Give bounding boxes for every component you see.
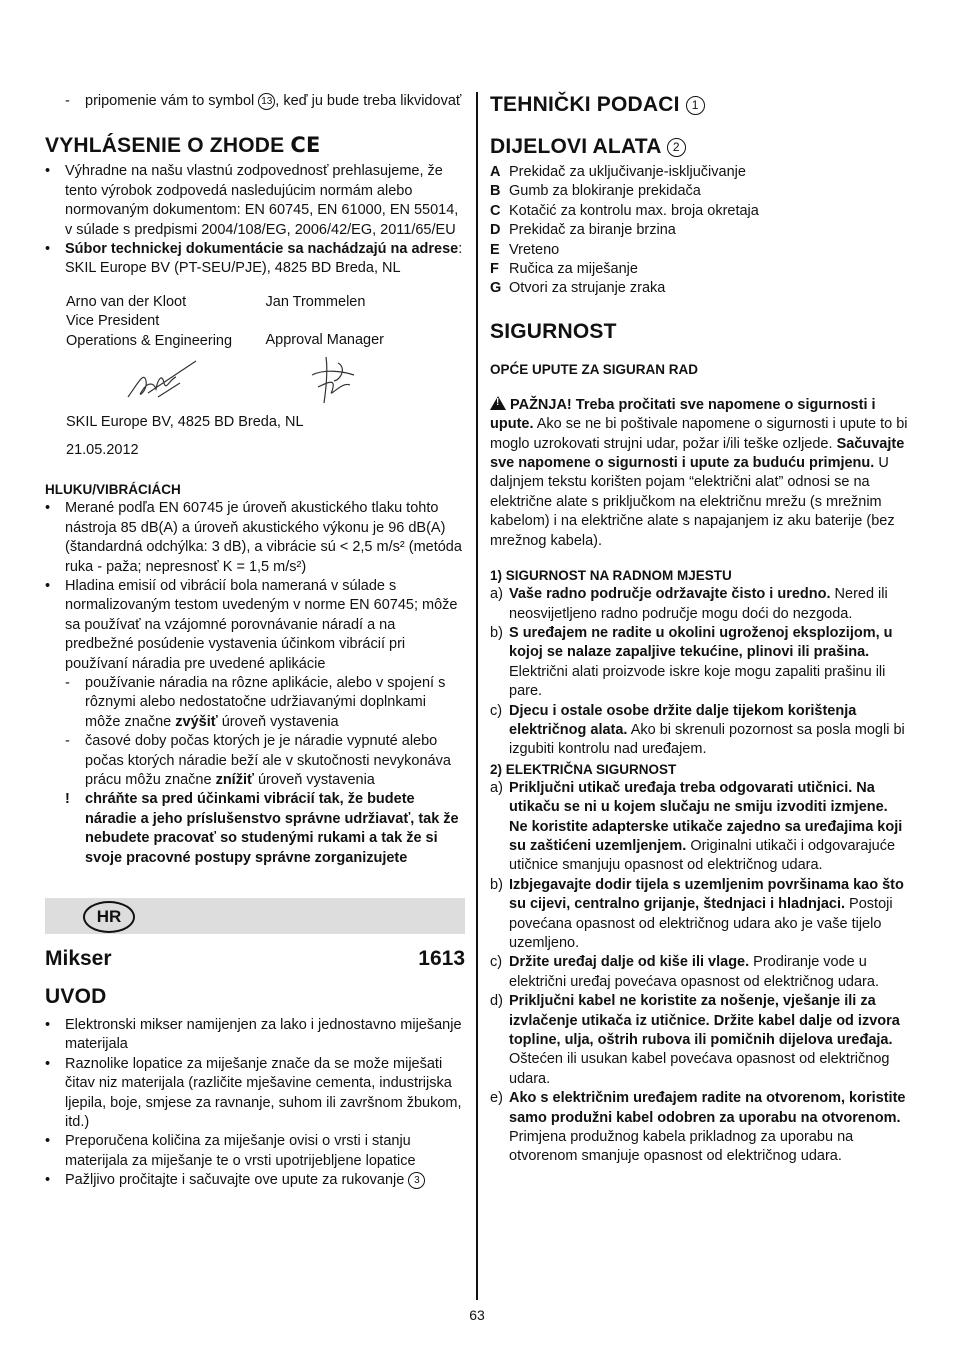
safety-item	[490, 702, 910, 760]
part-label: Gumb za blokiranje prekidača	[509, 183, 701, 200]
item-text	[509, 702, 910, 760]
right-column	[490, 92, 910, 1167]
language-bar	[45, 898, 465, 934]
item-key: c)	[490, 954, 503, 971]
ref-number: 2	[667, 138, 686, 157]
item-bold-text: Ako s električnim uređajem radite na otvorenom, koristite samo produžni kabel odobren za uporabu na otvorenom.	[509, 1090, 906, 1126]
intro-heading: UVOD	[45, 985, 107, 1008]
dash-item: - časové doby počas ktorých je je náradie vypnuté alebo počas ktorých náradie beží ale v skutočnosti nevykonáva prácu môžu značne znížiť úroveň vystavenia	[65, 733, 451, 788]
item-bold-text: Držite uređaj dalje od kiše ili vlage.	[509, 954, 750, 971]
item-key: b)	[490, 624, 503, 641]
signatures	[45, 293, 465, 416]
signature-image	[302, 351, 372, 409]
part-key: D	[490, 222, 501, 239]
part-key: F	[490, 261, 499, 278]
safety-item	[490, 624, 910, 702]
warning-paragraph: !PAŽNJA! Treba pročitati sve napomene o sigurnosti i upute. Ako se ne bi poštivale napomene o sigurnosti i upute to bi moglo uzrokovati strujni udar, požar i/ili teške ozljede. Sačuvajte sve napomene o sigurnosti i upute za buduću primjenu. U daljnjem tekstu korišten pojam “električni alat” odnosi se na električne alate s priključkom na električnu mrežu (s mrežnim kabelom) i na električne alate s napajanjem iz aku baterije (bez mrežnog kabela).	[490, 396, 910, 551]
part-label: Ručica za miješanje	[509, 261, 638, 278]
company-line: SKIL Europe BV, 4825 BD Breda, NL	[66, 414, 304, 431]
list-item: • Súbor technickej dokumentácie sa nachádzajú na adrese: SKIL Europe BV (PT-SEU/PJE), 4825 BD Breda, NL	[45, 241, 463, 277]
list-item: • Raznolike lopatice za miješanje znače da se može miješati čitav niz materijala (različite mješavine cementa, industrijska ljepila, boje, smjese za ravnanje, suhom ili završnom žbukom, itd.)	[45, 1055, 462, 1131]
ref-number: 1	[686, 96, 705, 115]
item-key: e)	[490, 1090, 503, 1107]
item-normal-text: Električni alati proizvode iskre koje mogu zapaliti prašinu ili pare.	[509, 663, 886, 700]
part-key: C	[490, 202, 501, 219]
part-item	[490, 182, 910, 201]
part-label: Kotačić za kontrolu max. broja okretaja	[509, 202, 759, 219]
section-1-list	[490, 585, 910, 760]
item-text	[509, 624, 910, 702]
section-heading: 1) SIGURNOST NA RADNOM MJESTU	[490, 568, 732, 584]
safety-item	[490, 992, 910, 1089]
warning-item: ! chráňte sa pred účinkami vibrácií tak, že budete náradie a jeho príslušenstvo správne udržiavať, tak že nebudete pracovať so studenými rukami a tak že si svoje pracovné postupy správne zorganizujete	[65, 791, 459, 866]
column-divider	[476, 92, 478, 1300]
parts-list	[490, 163, 910, 299]
signature-image	[118, 353, 208, 409]
dash-item: - používanie náradia na rôzne aplikácie, alebo v spojení s rôznymi alebo nedostatočne udržiavanými doplnkami môže značne zvýšiť úroveň vystavenia	[65, 674, 446, 730]
item-key: a)	[490, 586, 503, 603]
part-item	[490, 202, 910, 221]
item-key: b)	[490, 876, 503, 893]
safety-item	[490, 585, 910, 624]
general-safety-heading: OPĆE UPUTE ZA SIGURAN RAD	[490, 361, 699, 377]
language-badge: HR	[83, 901, 135, 933]
part-item	[490, 279, 910, 298]
item-bold-text: S uređajem ne radite u okolini ugroženoj eksplozijom, u kojoj se nalaze zapaljive tekućine, plinovi ili prašina.	[509, 624, 893, 661]
item-text	[509, 953, 910, 992]
part-key: G	[490, 280, 502, 297]
list-item: • Preporučena količina za miješanje ovisi o vrsti i stanju materijala za miješanje te o vrsti upotrijebljene lopatice	[45, 1133, 416, 1169]
item-text	[509, 585, 910, 624]
part-label: Vreteno	[509, 241, 560, 258]
part-key: B	[490, 183, 501, 200]
item-text	[509, 779, 910, 876]
signer-name: Arno van der Kloot	[66, 293, 187, 310]
item-text	[509, 876, 910, 954]
warning-triangle-icon	[490, 396, 506, 410]
item-text	[509, 1089, 910, 1167]
item-bold-text: Priključni utikač uređaja treba odgovarati utičnici. Na utikaču se ni u kojem slučaju ne smiju izvoditi izmjene. Ne koristite adapterske utikače zajedno sa uređajima koji su zaštićeni uzemljenjem.	[509, 779, 903, 854]
item-key: d)	[490, 993, 503, 1010]
safety-item	[490, 779, 910, 876]
part-label: Prekidač za biranje brzina	[509, 222, 676, 239]
list-item: • Pažljivo pročitajte i sačuvajte ove upute za rukovanje 3	[45, 1171, 465, 1190]
safety-item	[490, 876, 910, 954]
parts-heading: DIJELOVI ALATA 2	[490, 134, 910, 160]
item-bold-text: Djecu i ostale osobe držite dalje tijekom korištenja električnog alata.	[509, 702, 857, 738]
part-label: Prekidač za uključivanje-isključivanje	[509, 164, 746, 180]
product-name: Mikser	[45, 947, 112, 970]
product-number: 1613	[418, 947, 465, 970]
item-normal-text: Originalni utikači i odgovarajuće utičnice smanjuju opasnost od električnog udara.	[509, 837, 896, 874]
item-normal-text: Oštećen ili usukan kabel povećava opasnost od električnog udara.	[509, 1051, 890, 1087]
item-bold-text: Priključni kabel ne koristite za nošenje, vješanje ili za izvlačenje utikača iz utičnice. Držite kabel dalje od izvora topline, ulja, oštrih rubova ili pomičnih dijelova uređaja.	[509, 993, 900, 1049]
item-bold-text: Vaše radno područje održavajte čisto i uredno.	[509, 586, 831, 603]
item-normal-text: Nered ili neosvijetljeno radno područje mogu doći do nezgoda.	[509, 586, 888, 622]
safety-item	[490, 1089, 910, 1167]
signer-title: Operations & Engineering	[66, 332, 233, 349]
list-item: • Hladina emisií od vibrácií bola nameraná v súlade s normalizovaným testom uvedeným v norme EN 60745; môže sa používať na vzájomné porovnávanie náradí a na predbežné posúdenie vystavenia účinkom vibrácií pri používaní náradia pre uvedené aplikácie	[45, 577, 458, 672]
safety-item	[490, 953, 910, 992]
signer-title: Vice President	[66, 313, 160, 330]
list-item: • Výhradne na našu vlastnú zodpovednosť prehlasujeme, že tento výrobok zodpovedá nasledujúcim normám alebo normovaným dokumentom: EN 60745, EN 61000, EN 55014, v súlade s predpismi 2004/108/EG, 2006/42/EG, 2011/65/EU	[45, 163, 459, 238]
date: 21.05.2012	[66, 441, 139, 458]
item-bold-text: Izbjegavajte dodir tijela s uzemljenim površinama kao što su cijevi, centralno grijanje, štednjaci i hladnjaci.	[509, 876, 904, 913]
part-key: E	[490, 241, 500, 258]
item-normal-text: Prodiranje vode u električni uređaj povećava opasnost od električnog udara.	[509, 954, 879, 990]
signer-title: Approval Manager	[265, 332, 384, 349]
ref-number: 13	[258, 93, 275, 110]
product-title	[45, 946, 465, 972]
signer-name: Jan Trommelen	[265, 293, 366, 310]
item-text	[509, 992, 910, 1089]
part-item	[490, 260, 910, 279]
item-key: a)	[490, 779, 503, 796]
section-2-list	[490, 779, 910, 1167]
ce-mark-icon: CE	[290, 133, 321, 158]
item-normal-text: Ako bi skrenuli pozornost sa posla mogli bi izgubiti kontrolu nad uređajem.	[509, 721, 905, 758]
part-label: Otvori za strujanje zraka	[509, 280, 666, 297]
part-item	[490, 241, 910, 260]
conformity-heading: VYHLÁSENIE O ZHODE CE	[45, 133, 321, 158]
ref-number: 3	[408, 1172, 425, 1189]
item-normal-text: Postoji povećana opasnost od električnog udara ako je vaše tijelo uzemljeno.	[509, 896, 893, 951]
dash-item: - pripomenie vám to symbol 13 , keď ju bude treba likvidovať	[65, 93, 462, 109]
list-item: • Elektronski mikser namijenjen za lako i jednostavno miješanje materijala	[45, 1017, 462, 1053]
section-heading: 2) ELEKTRIČNA SIGURNOST	[490, 761, 677, 777]
noise-heading: HLUKU/VIBRÁCIÁCH	[45, 482, 181, 498]
part-key: A	[490, 164, 501, 180]
safety-heading: SIGURNOST	[490, 319, 617, 343]
page-number: 63	[469, 1307, 485, 1323]
item-normal-text: Primjena produžnog kabela prikladnog za uporabu na otvorenom smanjuje opasnost od električnog udara.	[509, 1129, 854, 1165]
item-key: c)	[490, 702, 503, 719]
part-item	[490, 221, 910, 240]
part-item	[490, 163, 910, 182]
left-column	[45, 92, 465, 1191]
list-item: • Merané podľa EN 60745 je úroveň akustického tlaku tohto nástroja 85 dB(A) a úroveň akustického výkonu je 96 dB(A) (štandardná odchýlka: 3 dB), a vibrácie sú < 2,5 m/s² (metóda ruka - paža; nepresnosť K = 1,5 m/s²)	[45, 500, 462, 575]
tech-data-heading: TEHNIČKI PODACI 1	[490, 92, 910, 118]
